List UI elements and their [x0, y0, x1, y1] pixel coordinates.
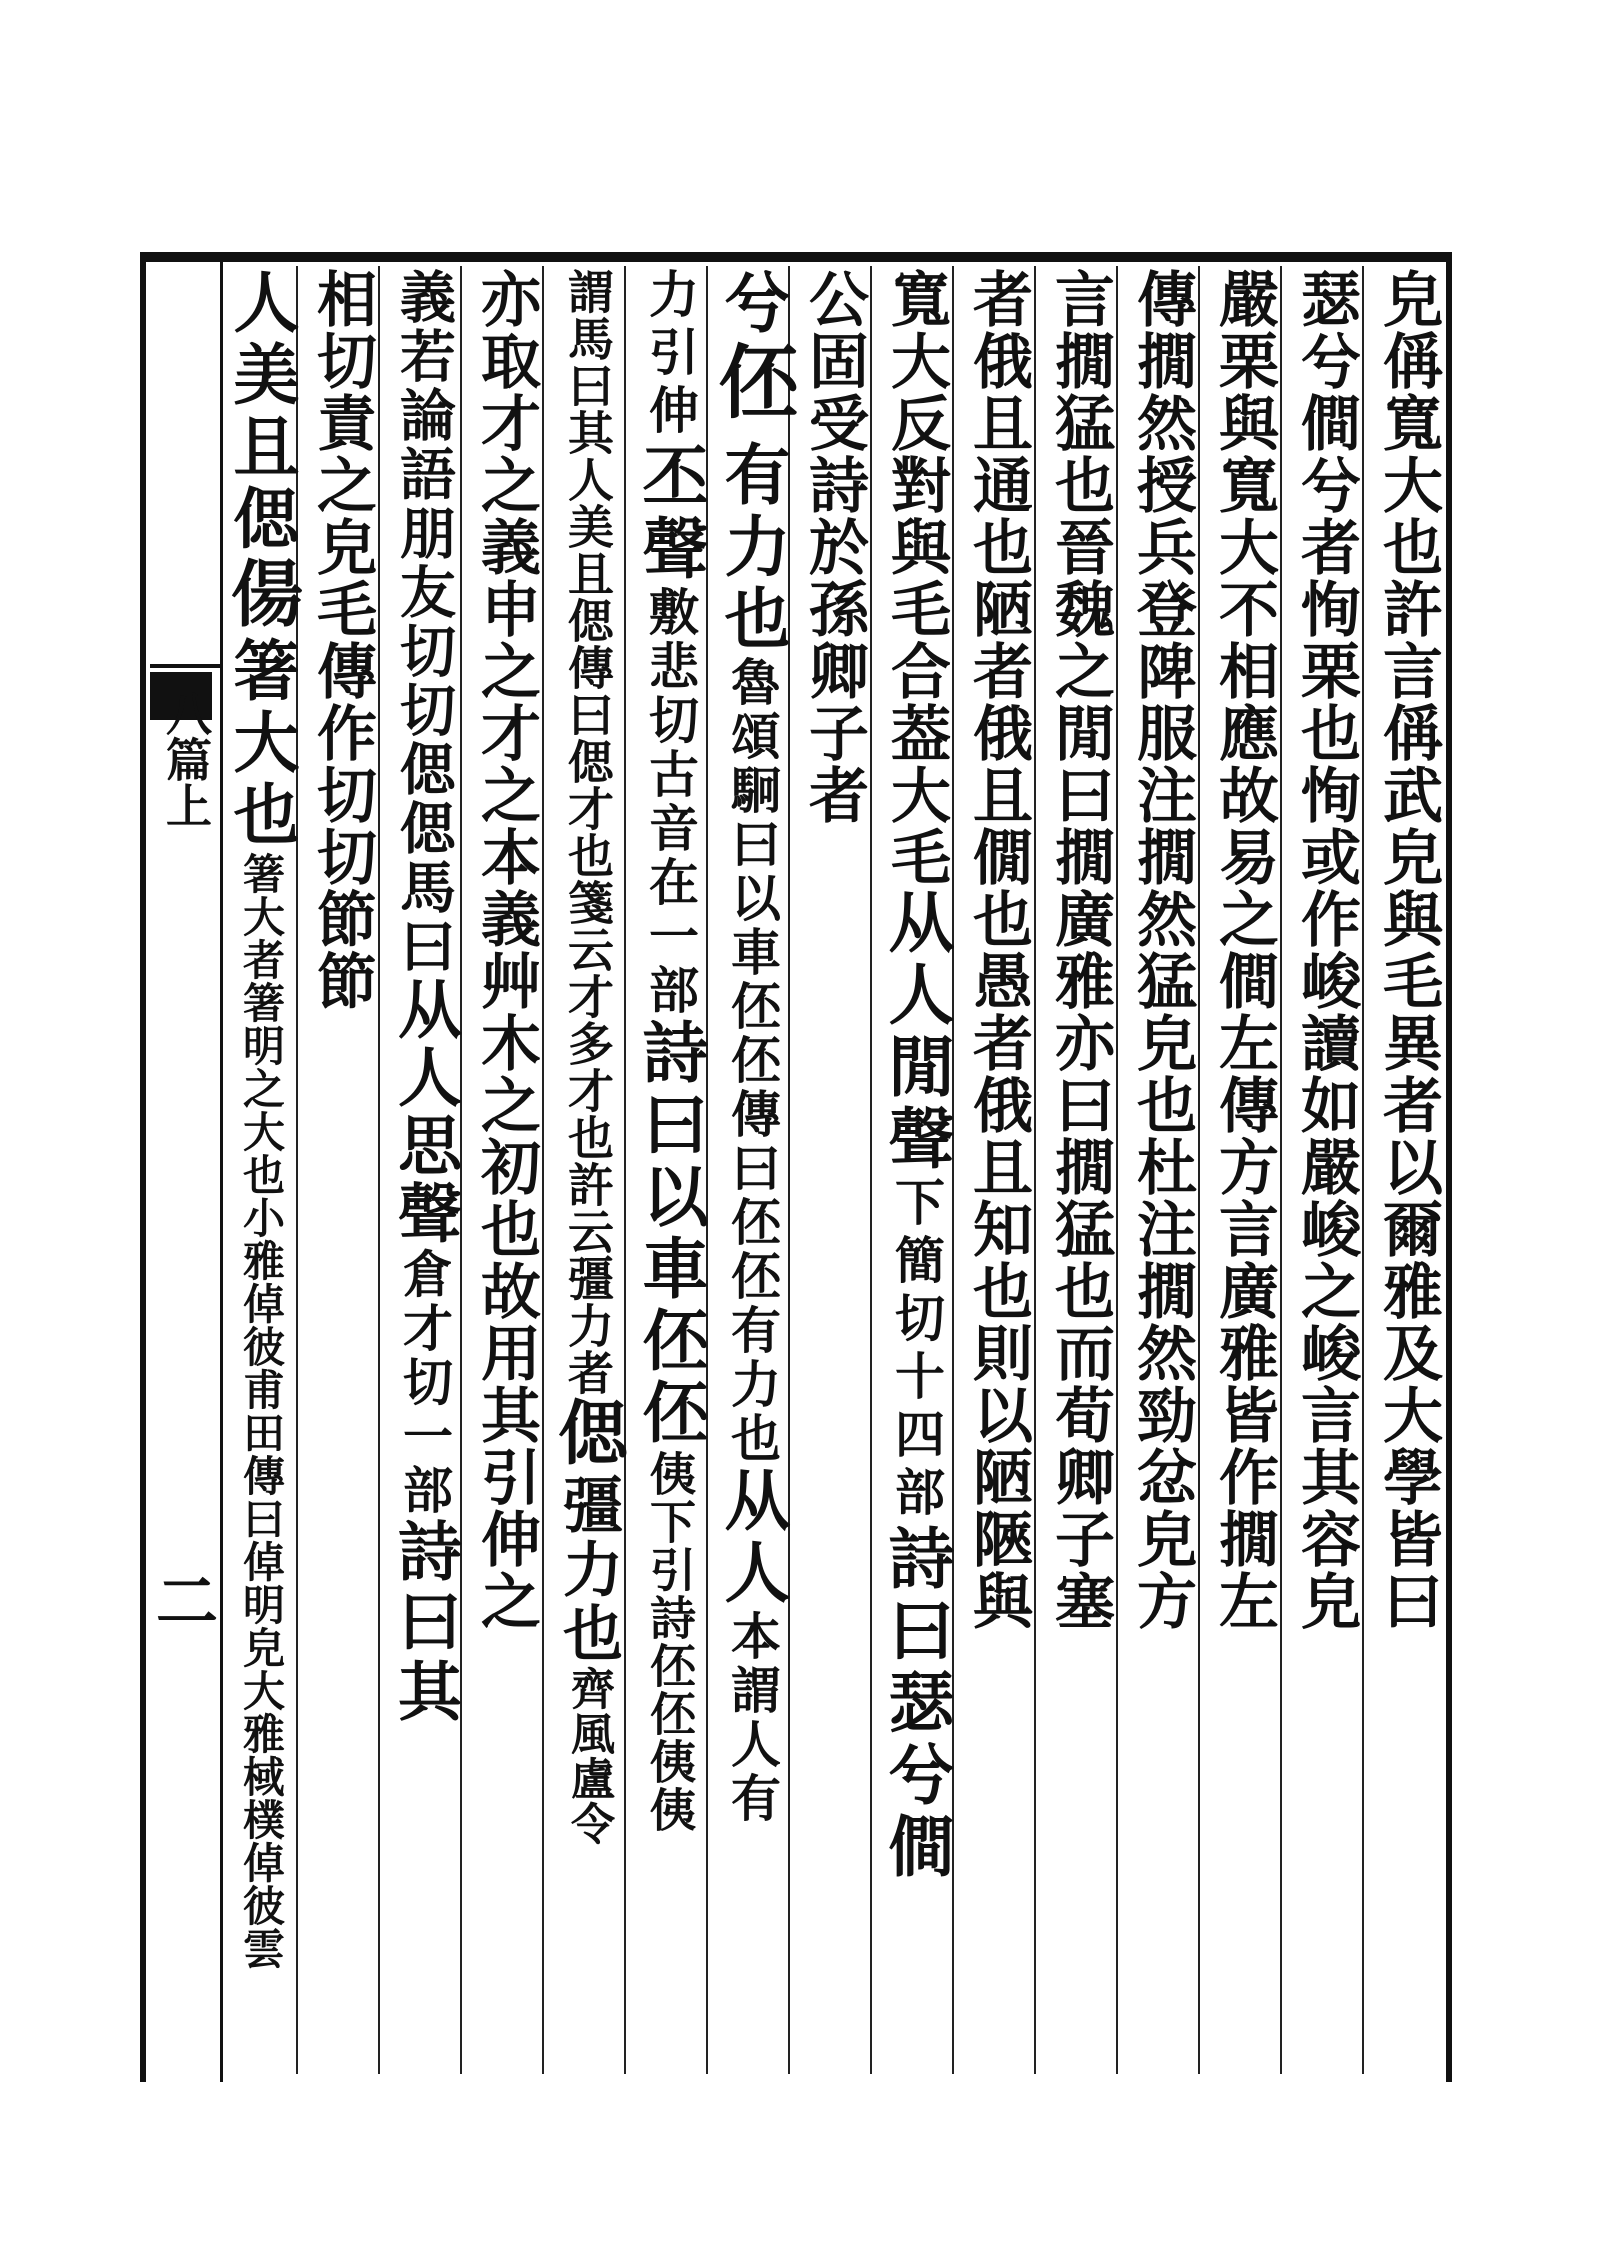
column-text: 瑟兮僴兮者恂栗也恂或作峻讀如嚴峻之峻言其容皃: [1291, 268, 1361, 1632]
text-column-4: [1126, 268, 1198, 2068]
section-label: 八篇上: [159, 690, 213, 828]
column-text: 傳撊然授兵登陴服注撊然猛皃也杜注撊然勁忿皃方: [1127, 268, 1197, 1632]
headword-text: 有力也: [713, 440, 791, 656]
text-column-5: [1044, 268, 1116, 2068]
large-headword: 偲: [547, 1396, 630, 1474]
text-column-11: [547, 268, 630, 2068]
text-column-10: [631, 268, 709, 2068]
text-column-9: [705, 268, 799, 2068]
text-column-1: [1372, 268, 1444, 2068]
large-headword: 伾: [705, 340, 799, 440]
column-text: 公固受詩於孫卿子者: [799, 268, 869, 826]
headword-text: 丕聲: [631, 442, 709, 586]
headword-text: 兮: [713, 268, 791, 340]
column-text: 謂馬曰其人美且偲傳曰偲才也箋云才多才也許云彊力者: [561, 268, 615, 1396]
column-text: 下簡切十四部: [887, 1176, 946, 1524]
fishtail-rule: [150, 664, 220, 668]
text-column-8: [798, 268, 870, 2068]
column-rule: [624, 266, 626, 2074]
column-rule: [870, 266, 872, 2074]
frame-right-rule: [1446, 252, 1452, 2082]
page-number: 二: [156, 1565, 219, 1638]
column-text: 者俄且通也陋者俄且僩也愚者俄且知也則以陋陿與: [963, 268, 1033, 1632]
column-rule: [1280, 266, 1282, 2074]
headword-text: 箸大也: [222, 636, 300, 852]
text-column-2: [1290, 268, 1362, 2068]
column-text: 倉才切一部: [395, 1248, 454, 1518]
text-column-13: [388, 268, 460, 2068]
headword-text: 彊力也: [553, 1474, 623, 1666]
column-text: 皃偁寬大也許言偁武皃與毛異者以爾雅及大學皆曰: [1373, 268, 1443, 1632]
headword-text: 詩曰以車伾伾: [631, 1018, 709, 1450]
column-text: 魯頌駉曰以車伾伾傳曰伾伾有力也: [723, 656, 782, 1466]
column-text: 嚴栗與寬大不相應故易之僴左傳方言廣雅皆作撊左: [1209, 268, 1279, 1632]
column-text: 亦取才之義申之才之本義艸木之初也故用其引伸之: [471, 268, 541, 1632]
text-column-15: [219, 268, 304, 2068]
column-text: 寬大反對與毛合葢大毛: [881, 268, 951, 888]
headword-text: 从人閒聲: [877, 888, 955, 1176]
column-text: 敷悲切古音在一部: [641, 586, 700, 1018]
headword-text: 詩曰其: [387, 1518, 462, 1728]
large-headword: 偒: [219, 556, 304, 636]
column-rule: [378, 266, 380, 2074]
frame-top-rule: [140, 252, 1452, 262]
headword-text: 从人思聲: [387, 976, 462, 1248]
column-text: 言撊猛也晉魏之閒曰撊廣雅亦曰撊猛也而荀卿子塞: [1045, 268, 1115, 1632]
column-rule: [1198, 266, 1200, 2074]
text-column-3: [1208, 268, 1280, 2068]
headword-text: 从人: [713, 1466, 791, 1610]
column-text: 齊風盧令: [563, 1666, 614, 1846]
headword-text: 詩曰瑟兮僴: [877, 1524, 955, 1884]
column-text: 侇下引詩伾伾侇侇: [643, 1450, 697, 1834]
text-column-14: [306, 268, 378, 2068]
column-rule: [1116, 266, 1118, 2074]
text-column-7: [877, 268, 955, 2068]
column-text: 箸大者箸明之大也小雅倬彼甫田傳曰倬明皃大雅棫樸倬彼雲: [237, 852, 286, 1970]
column-text: 相切責之皃毛傳作切切節節: [307, 268, 377, 1012]
column-text: 力引伸: [641, 268, 700, 442]
column-text: 本謂人有: [723, 1610, 782, 1826]
text-column-12: [470, 268, 542, 2068]
column-text: 義若論語朋友切切偲偲馬曰: [391, 268, 457, 976]
headword-text: 人美且偲: [222, 268, 300, 556]
margin-section-label: [158, 690, 214, 832]
column-rule: [542, 266, 544, 2074]
frame-left-rule: [140, 252, 146, 2082]
text-column-6: [962, 268, 1034, 2068]
column-rule: [1362, 266, 1364, 2074]
column-rule: [1034, 266, 1036, 2074]
